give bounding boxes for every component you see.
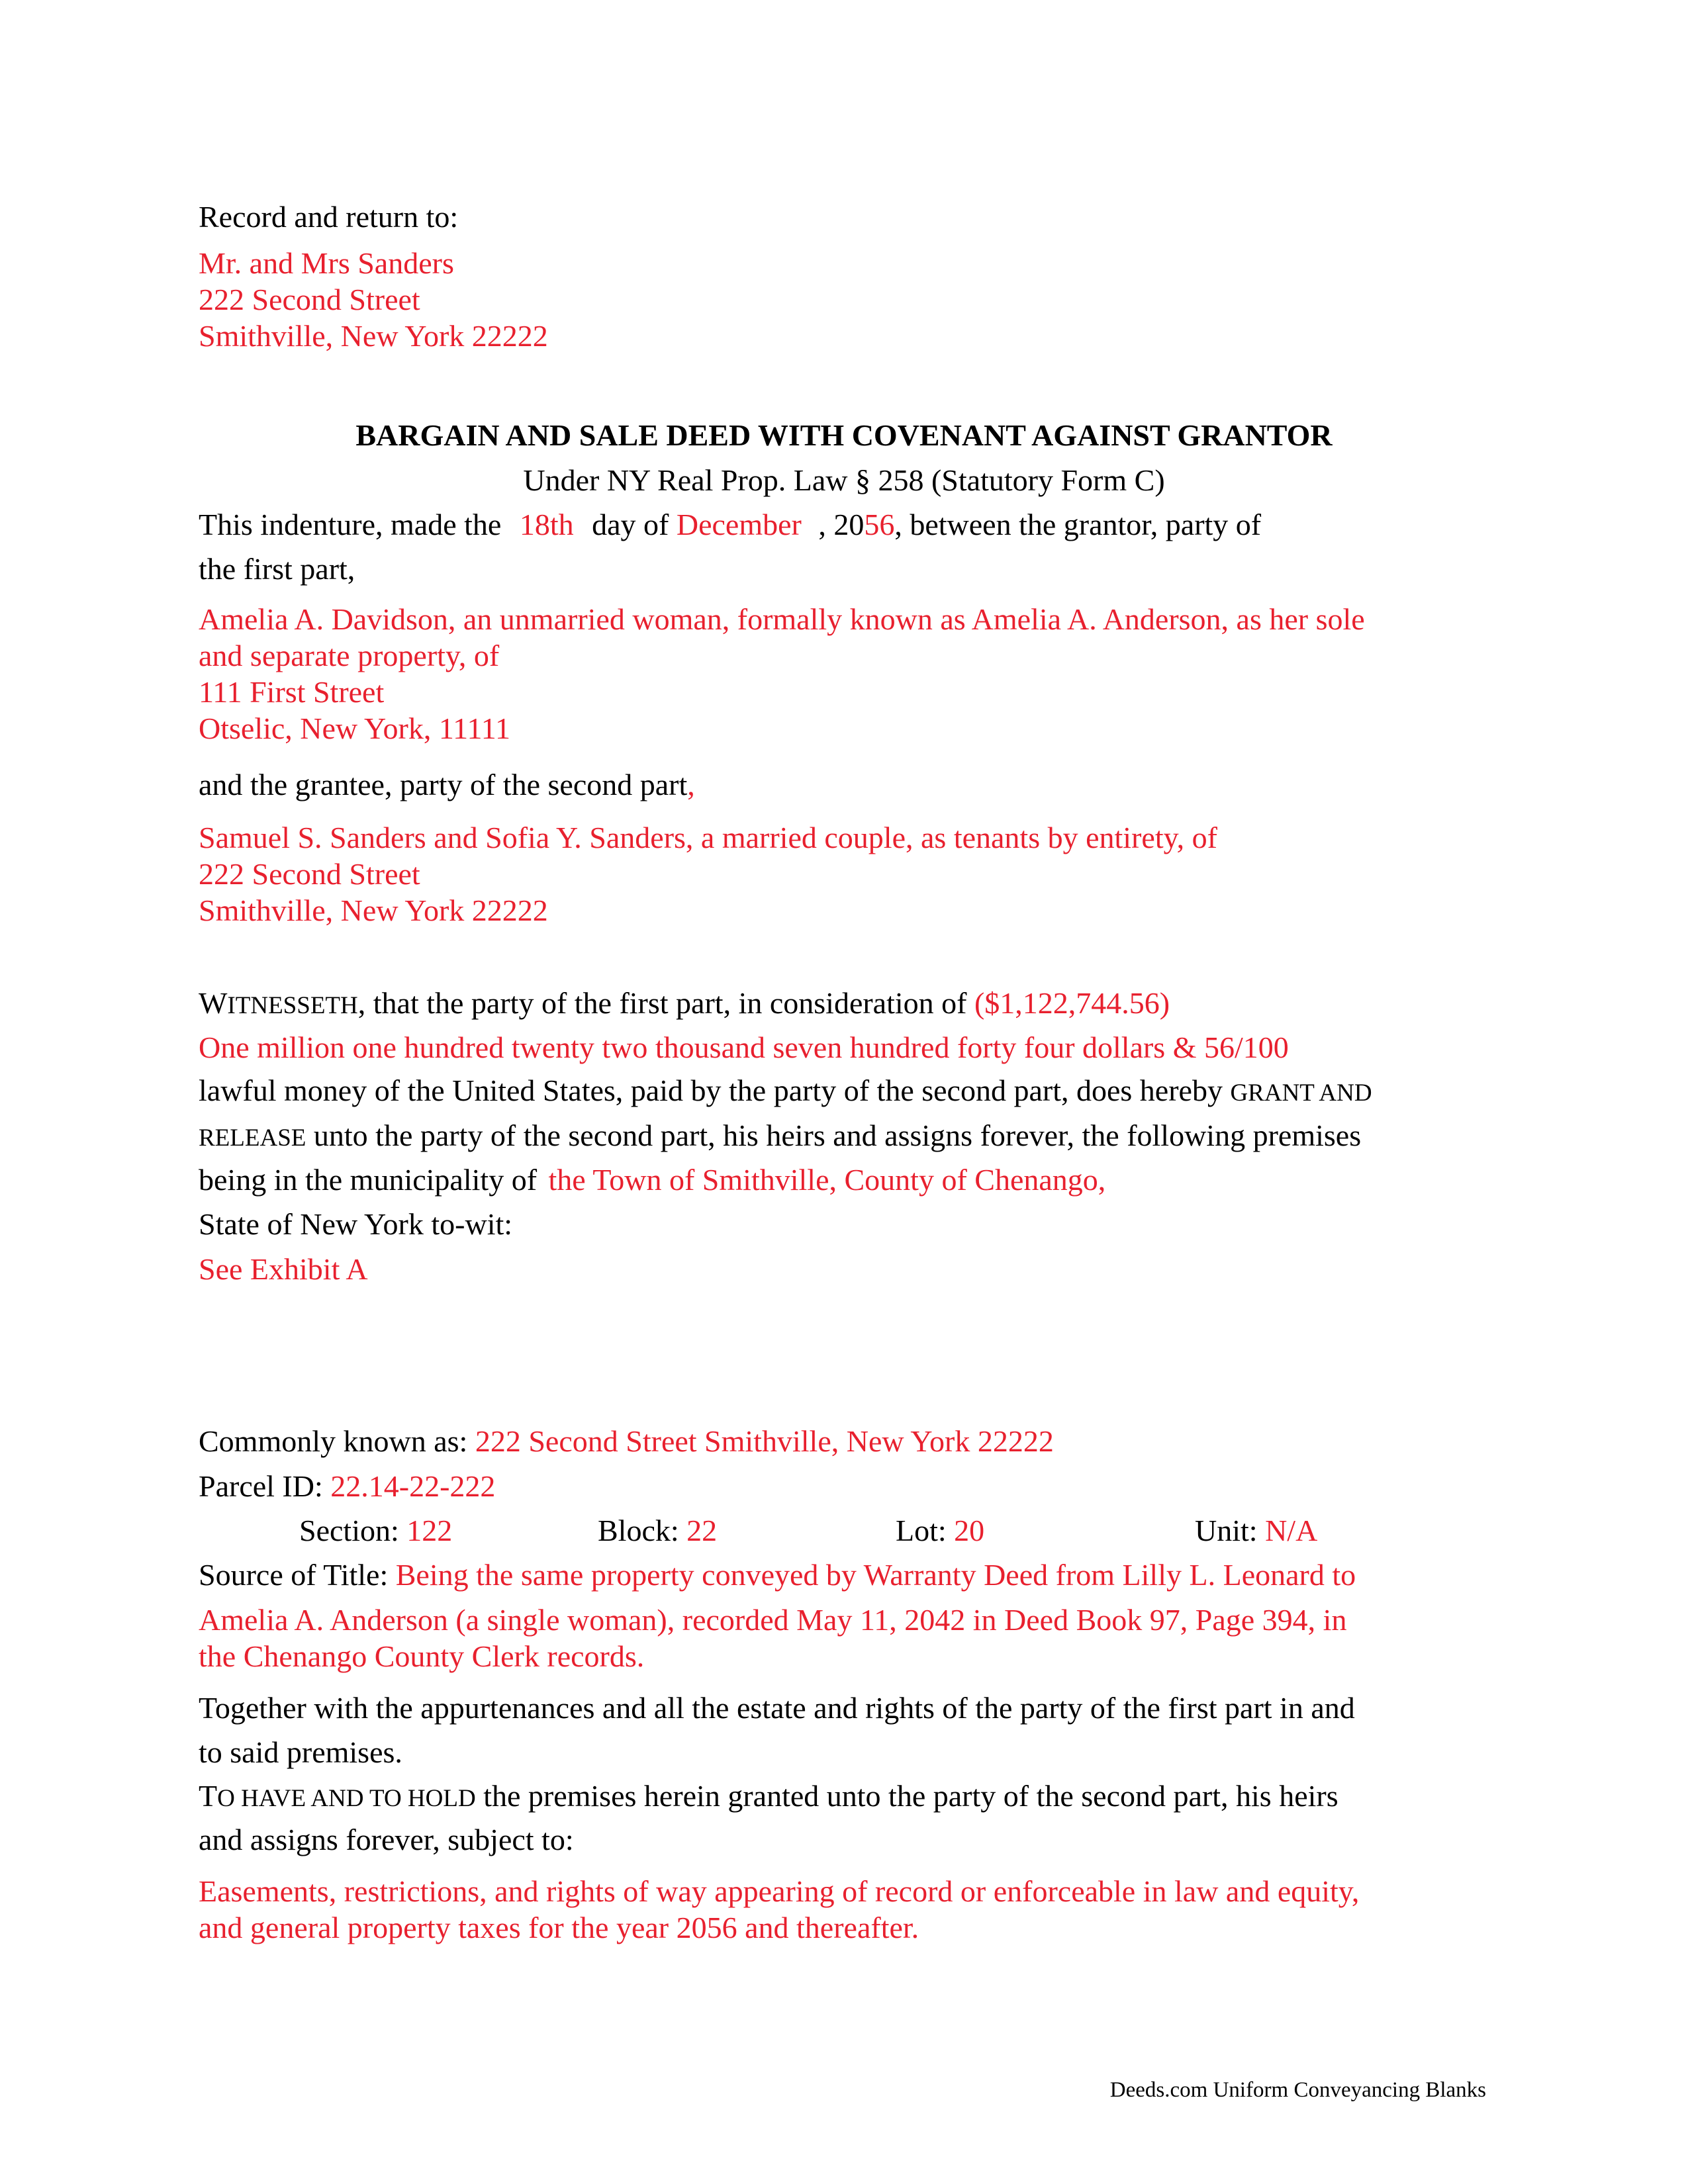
source-of-title-line-1: Being the same property conveyed by Warranty Deed from Lilly L. Leonard to — [395, 1558, 1356, 1592]
witnesseth-line-4-text: unto the party of the second part, his heirs and assigns forever, the following premises — [313, 1118, 1362, 1152]
release-caps: RELEASE — [199, 1124, 306, 1152]
source-of-title-line-2: Amelia A. Anderson (a single woman), recorded May 11, 2042 in Deed Book 97, Page 394, in — [199, 1603, 1347, 1637]
block-value: 22 — [686, 1514, 718, 1547]
source-of-title-line-3: the Chenango County Clerk records. — [199, 1639, 645, 1673]
witnesseth-line-3 — [199, 1072, 1372, 1112]
commonly-known-label: Commonly known as: — [199, 1424, 468, 1458]
source-of-title-line — [199, 1557, 1356, 1594]
unit-field — [1195, 1512, 1317, 1549]
indenture-prefix: This indenture, made the — [199, 508, 502, 541]
parcel-id-label: Parcel ID: — [199, 1469, 323, 1503]
exhibit-reference: See Exhibit A — [199, 1252, 368, 1286]
lot-value: 20 — [954, 1514, 985, 1547]
habendum-line-1-text: the premises herein granted unto the party of the second part, his heirs — [483, 1779, 1338, 1813]
grantee-line-1: Samuel S. Sanders and Sofia Y. Sanders, a married couple, as tenants by entirety, of — [199, 821, 1217, 854]
indenture-line-2: the first part, — [199, 552, 355, 586]
document-subtitle: Under NY Real Prop. Law § 258 (Statutory Form C) — [523, 463, 1165, 497]
together-line-2: to said premises. — [199, 1735, 402, 1769]
witnesseth-line-1 — [199, 985, 1170, 1024]
indenture-day: 18th — [519, 508, 574, 541]
witnesseth-line-5-text: being in the municipality of — [199, 1163, 538, 1197]
grantor-line-1: Amelia A. Davidson, an unmarried woman, formally known as Amelia A. Anderson, as her sole — [199, 602, 1365, 636]
witnesseth-line-5 — [199, 1161, 1105, 1199]
indenture-after: , between the grantor, party of — [894, 508, 1262, 541]
witnesseth-text: , that the party of the first part, in consideration of — [357, 986, 967, 1020]
record-return-street: 222 Second Street — [199, 283, 420, 316]
document-title: BARGAIN AND SALE DEED WITH COVENANT AGAINST GRANTOR — [355, 418, 1333, 452]
grantor-line-2: and separate property, of — [199, 639, 500, 672]
footer-text: Deeds.com Uniform Conveyancing Blanks — [1109, 2078, 1486, 2102]
block-label: Block: — [598, 1514, 679, 1547]
habendum-line-1 — [199, 1778, 1338, 1817]
subject-to-line-2: and general property taxes for the year 2056 and thereafter. — [199, 1911, 919, 1944]
grantor-street: 111 First Street — [199, 675, 385, 709]
witnesseth-line-6: State of New York to-wit: — [199, 1207, 513, 1241]
grantee-city: Smithville, New York 22222 — [199, 893, 548, 927]
section-label: Section: — [299, 1514, 399, 1547]
grantee-intro-comma: , — [687, 768, 695, 801]
witnesseth-line-4 — [199, 1117, 1361, 1157]
lot-field — [896, 1512, 984, 1549]
witnesseth-caps: ITNESSETH — [227, 992, 358, 1019]
lot-label: Lot: — [896, 1514, 947, 1547]
record-return-label: Record and return to: — [199, 200, 459, 234]
record-return-name: Mr. and Mrs Sanders — [199, 246, 454, 280]
commonly-known-value: 222 Second Street Smithville, New York 22222 — [475, 1424, 1054, 1458]
grantee-intro-text: and the grantee, party of the second part — [199, 768, 688, 801]
habendum-caps: O HAVE AND TO HOLD — [217, 1785, 476, 1812]
unit-label: Unit: — [1195, 1514, 1258, 1547]
source-of-title-label: Source of Title: — [199, 1558, 389, 1592]
section-value: 122 — [406, 1514, 453, 1547]
consideration-words: One million one hundred twenty two thousand seven hundred forty four dollars & 56/100 — [199, 1030, 1289, 1064]
block-field — [598, 1512, 717, 1549]
grantor-city: Otselic, New York, 11111 — [199, 711, 511, 745]
commonly-known-line — [199, 1423, 1054, 1460]
section-field — [299, 1512, 452, 1549]
subject-to-line-1: Easements, restrictions, and rights of way appearing of record or enforceable in law and equity, — [199, 1874, 1360, 1908]
indenture-month: December — [676, 508, 802, 541]
habendum-t: T — [199, 1779, 218, 1813]
parcel-id-value: 22.14-22-222 — [330, 1469, 496, 1503]
habendum-line-2: and assigns forever, subject to: — [199, 1823, 574, 1856]
grantee-intro — [199, 766, 695, 803]
indenture-line — [199, 506, 1261, 543]
unit-value: N/A — [1265, 1514, 1318, 1547]
indenture-year-suffix: 56 — [864, 508, 895, 541]
witnesseth-line-3-text: lawful money of the United States, paid by the party of the second part, does hereby — [199, 1073, 1223, 1107]
municipality: the Town of Smithville, County of Chenango, — [548, 1163, 1106, 1197]
witnesseth-w: W — [199, 986, 228, 1020]
indenture-day-of: day of — [592, 508, 669, 541]
grant-and-caps: GRANT AND — [1230, 1079, 1372, 1107]
grantee-street: 222 Second Street — [199, 857, 420, 891]
record-return-city: Smithville, New York 22222 — [199, 319, 548, 353]
parcel-id-line — [199, 1468, 495, 1505]
together-line-1: Together with the appurtenances and all the estate and rights of the party of the first part in and — [199, 1691, 1355, 1725]
indenture-year-prefix: , 20 — [818, 508, 865, 541]
consideration-amount: ($1,122,744.56) — [974, 986, 1170, 1020]
